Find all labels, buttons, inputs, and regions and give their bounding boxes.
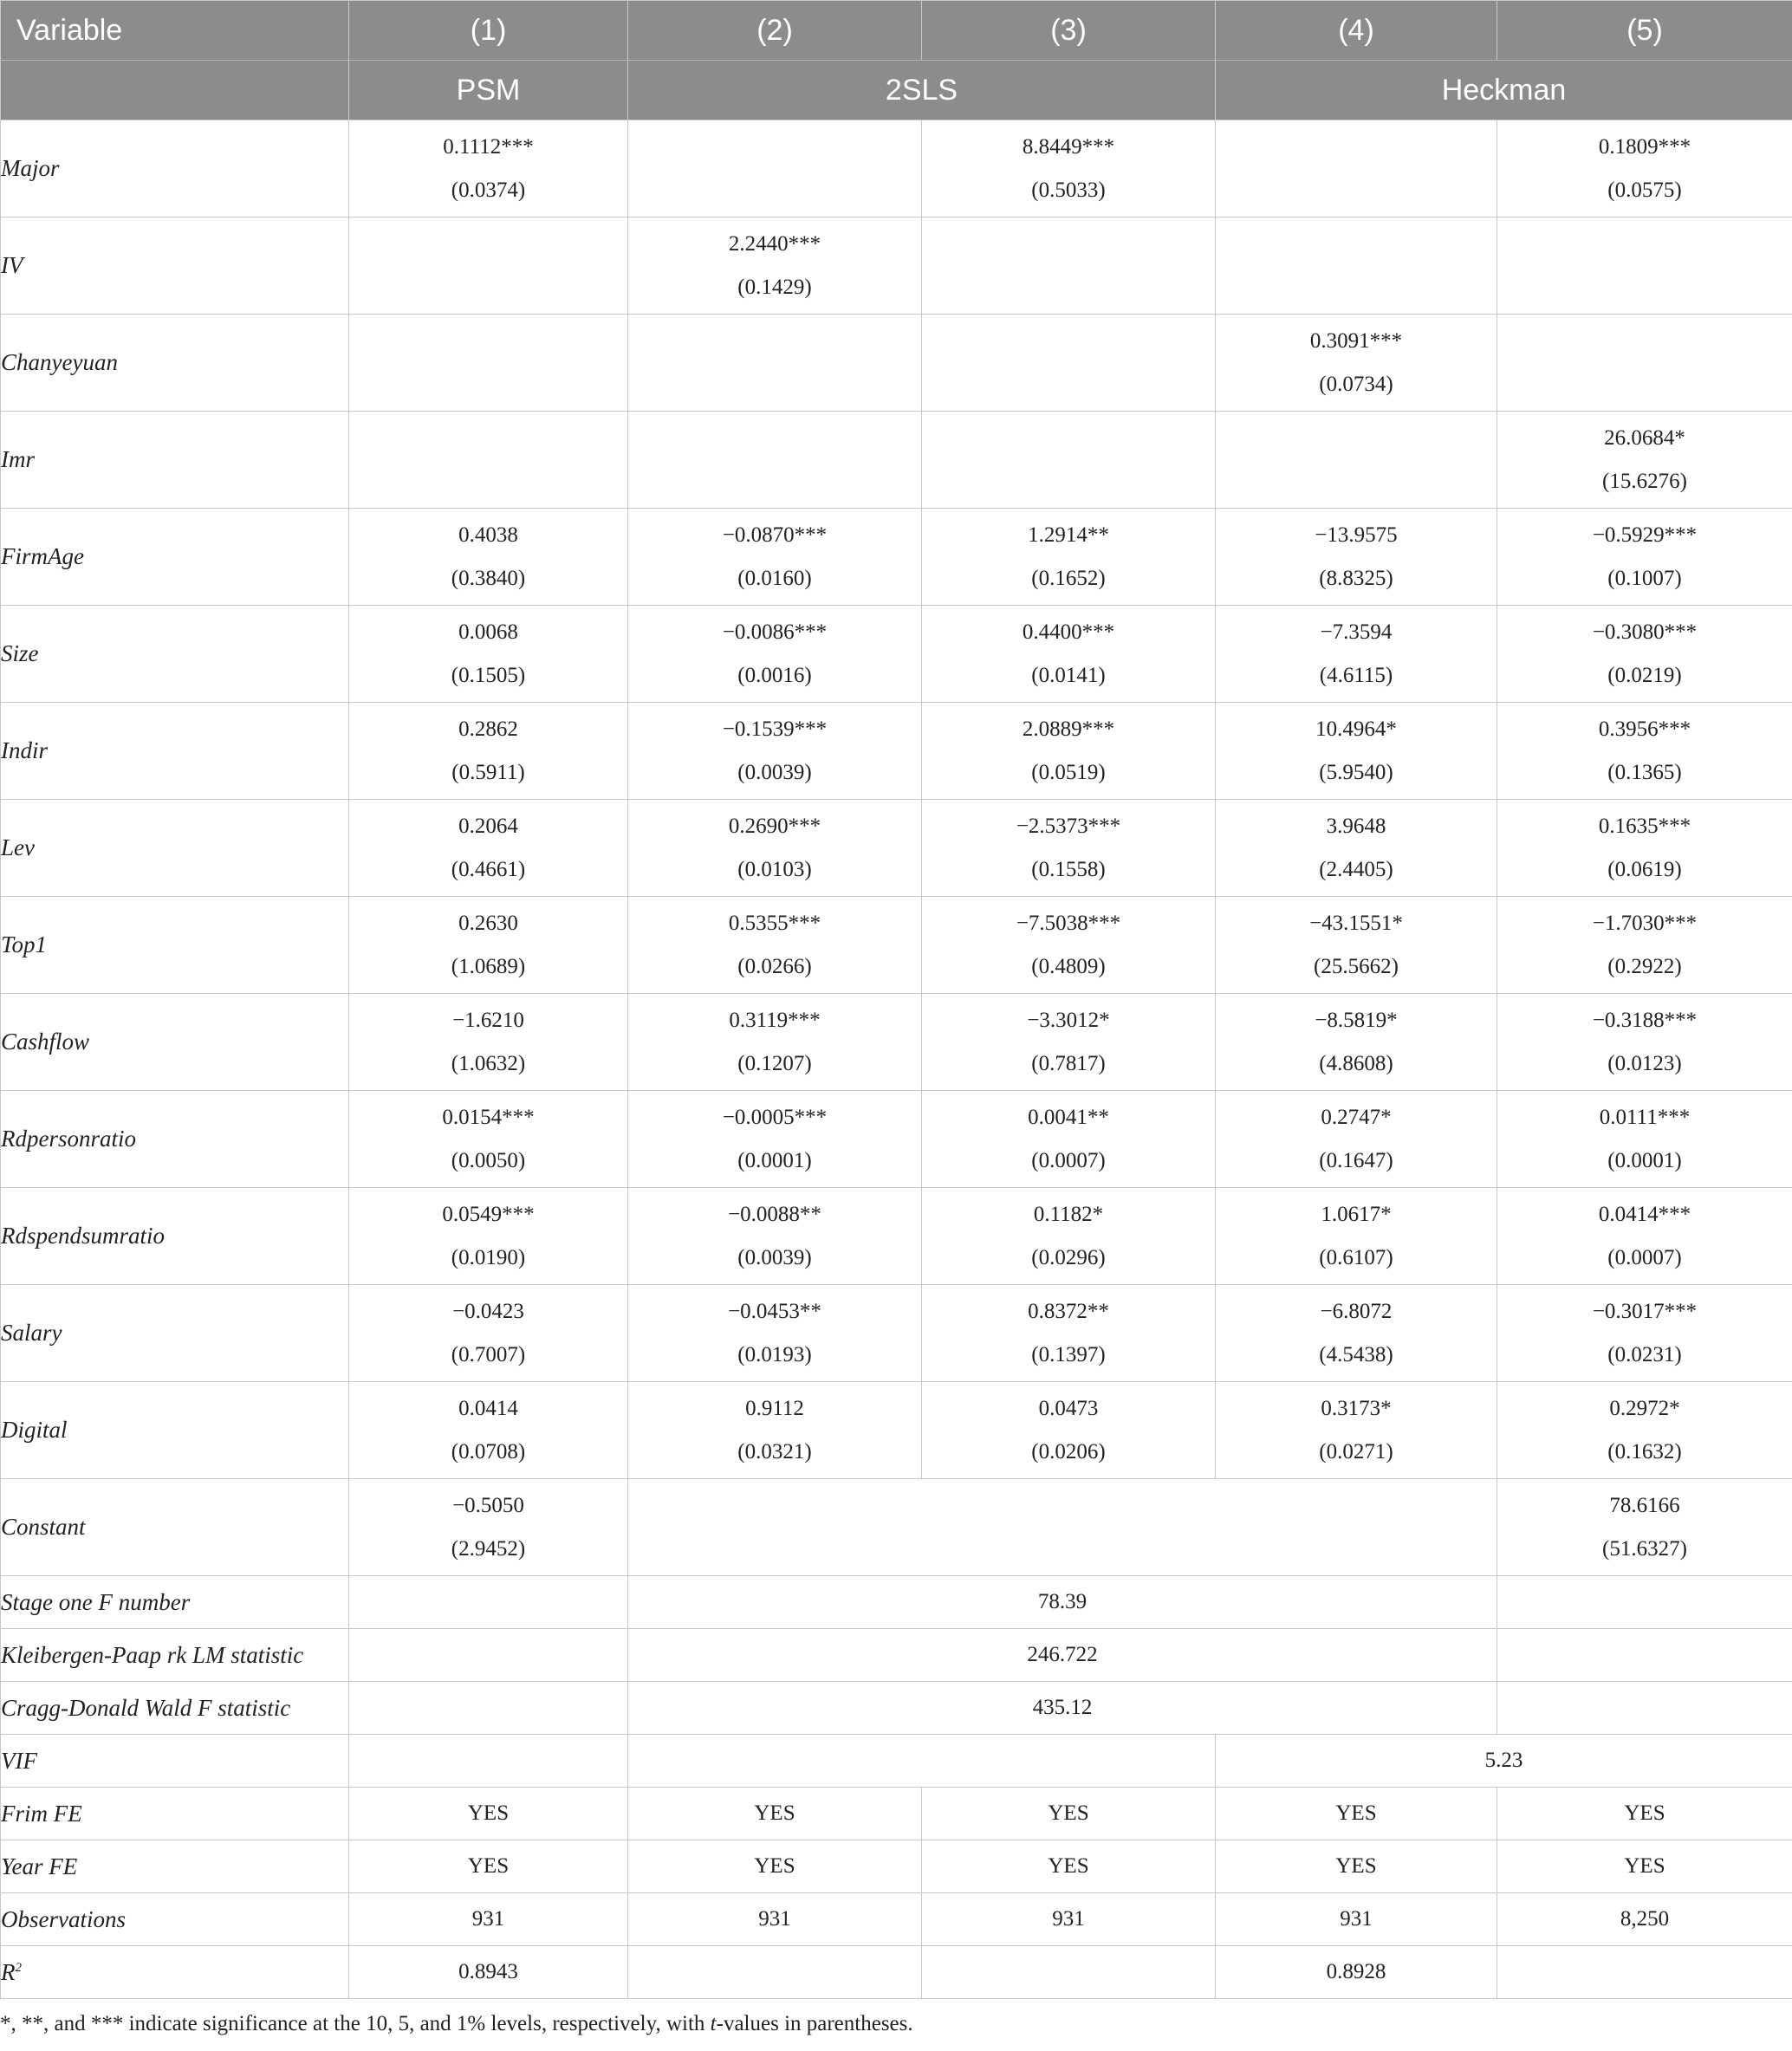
coef-cell	[1216, 897, 1497, 994]
coef-cell	[628, 897, 922, 994]
standard-error: (0.0123)	[1607, 1051, 1682, 1075]
table-row	[1, 1893, 1792, 1946]
coefficient: 0.0414	[458, 1396, 518, 1420]
coef-cell	[1497, 1479, 1792, 1576]
r-superscript: 2	[15, 1960, 22, 1975]
coef-cell	[1216, 606, 1497, 703]
coefficient: −0.5929***	[1592, 522, 1698, 547]
value-cell: YES	[349, 1788, 628, 1840]
coef-cell	[349, 800, 628, 897]
coef-cell	[922, 1382, 1216, 1479]
standard-error: (0.1558)	[1031, 857, 1106, 881]
coefficient: −43.1551*	[1309, 911, 1403, 935]
value-cell: 931	[349, 1893, 628, 1946]
coef-cell	[922, 509, 1216, 606]
standard-error: (0.0219)	[1607, 663, 1682, 687]
standard-error: (0.0039)	[737, 760, 812, 784]
coef-cell	[349, 1188, 628, 1285]
coef-cell	[1497, 1188, 1792, 1285]
value-cell: YES	[922, 1788, 1216, 1840]
coefficient: −0.0086***	[722, 620, 828, 644]
standard-error: (0.0190)	[451, 1245, 526, 1269]
coefficient: 10.4964*	[1315, 717, 1397, 741]
variable-name: FirmAge	[1, 509, 349, 606]
coef-cell	[1216, 315, 1497, 412]
table-row	[1, 509, 1792, 606]
coefficient: −7.3594	[1320, 620, 1393, 644]
coef-cell	[922, 217, 1216, 315]
coef-cell	[349, 120, 628, 217]
coef-cell	[1497, 994, 1792, 1091]
standard-error: (0.0141)	[1031, 663, 1106, 687]
coef-cell	[1497, 509, 1792, 606]
standard-error: (0.7817)	[1031, 1051, 1106, 1075]
standard-error: (0.0206)	[1031, 1439, 1106, 1464]
coef-cell	[349, 315, 628, 412]
coef-cell	[628, 1382, 922, 1479]
variable-name: Rdspendsumratio	[1, 1188, 349, 1285]
standard-error: (0.0321)	[737, 1439, 812, 1464]
coef-cell	[628, 606, 922, 703]
coef-cell	[922, 412, 1216, 509]
variable-name: Year FE	[1, 1840, 349, 1893]
standard-error: (1.0632)	[451, 1051, 526, 1075]
coef-cell	[1216, 1382, 1497, 1479]
coef-cell	[922, 120, 1216, 217]
standard-error: (0.0193)	[737, 1342, 812, 1366]
coefficient: −7.5038***	[1016, 911, 1121, 935]
value-cell: YES	[922, 1840, 1216, 1893]
coef-cell	[628, 994, 922, 1091]
coefficient: −2.5373***	[1016, 814, 1121, 838]
variable-name: Imr	[1, 412, 349, 509]
coefficient: 0.3119***	[729, 1008, 821, 1032]
coef-cell	[349, 1285, 628, 1382]
value-cell: 0.8943	[349, 1946, 628, 1999]
coefficient: −3.3012*	[1027, 1008, 1110, 1032]
value-cell: 0.8928	[1216, 1946, 1497, 1999]
standard-error: (0.0575)	[1607, 178, 1682, 202]
table-row	[1, 703, 1792, 800]
coefficient: 0.2747*	[1321, 1105, 1392, 1129]
variable-name: Rdpersonratio	[1, 1091, 349, 1188]
standard-error: (0.5911)	[451, 760, 525, 784]
r-letter: R	[1, 1958, 16, 1985]
variable-name: Indir	[1, 703, 349, 800]
standard-error: (0.4661)	[451, 857, 526, 881]
value-cell	[922, 1946, 1216, 1999]
value-cell: 931	[922, 1893, 1216, 1946]
value-cell	[349, 1735, 628, 1788]
coefficient: 0.0068	[458, 620, 518, 644]
coefficient: 0.4400***	[1022, 620, 1115, 644]
coefficient: −0.0005***	[722, 1105, 828, 1129]
coef-cell	[1497, 315, 1792, 412]
value-cell	[349, 1682, 628, 1735]
column-header-2: (2)	[628, 1, 922, 61]
standard-error: (4.8608)	[1319, 1051, 1393, 1075]
coefficient: 1.0617*	[1321, 1202, 1392, 1226]
value-cell: YES	[349, 1840, 628, 1893]
coef-cell	[1497, 1285, 1792, 1382]
group-header-heckman: Heckman	[1216, 61, 1792, 120]
coef-cell	[628, 412, 922, 509]
value-cell: YES	[1497, 1840, 1792, 1893]
coefficient: 0.0414***	[1598, 1202, 1691, 1226]
coef-cell	[349, 1479, 628, 1576]
standard-error: (0.1652)	[1031, 566, 1106, 590]
coef-cell	[628, 1479, 1497, 1576]
standard-error: (0.4809)	[1031, 954, 1106, 978]
coefficient: 0.4038	[458, 522, 518, 547]
standard-error: (0.1632)	[1607, 1439, 1682, 1464]
coef-cell	[349, 606, 628, 703]
coefficient: 1.2914**	[1028, 522, 1109, 547]
standard-error: (0.0001)	[737, 1148, 812, 1172]
table-row	[1, 120, 1792, 217]
coef-cell	[922, 1188, 1216, 1285]
value-cell	[1497, 1629, 1792, 1682]
value-cell: 931	[1216, 1893, 1497, 1946]
standard-error: (0.1007)	[1607, 566, 1682, 590]
standard-error: (0.0519)	[1031, 760, 1106, 784]
variable-name: Observations	[1, 1893, 349, 1946]
table-header	[1, 1, 1792, 120]
standard-error: (0.0103)	[737, 857, 812, 881]
coef-cell	[1216, 994, 1497, 1091]
header-row-columns	[1, 1, 1792, 61]
coef-cell	[628, 217, 922, 315]
coef-cell	[349, 1382, 628, 1479]
coef-cell	[922, 1285, 1216, 1382]
coefficient: 0.0154***	[442, 1105, 535, 1129]
standard-error: (0.1429)	[737, 275, 812, 299]
coef-cell	[628, 509, 922, 606]
coefficient: −0.1539***	[722, 717, 828, 741]
table-row	[1, 606, 1792, 703]
coefficient: −0.3188***	[1592, 1008, 1698, 1032]
standard-error: (0.1647)	[1319, 1148, 1393, 1172]
coef-cell	[922, 703, 1216, 800]
standard-error: (8.8325)	[1319, 566, 1393, 590]
coef-cell	[1216, 120, 1497, 217]
column-header-4: (4)	[1216, 1, 1497, 61]
standard-error: (0.5033)	[1031, 178, 1106, 202]
table-row-vif	[1, 1735, 1792, 1788]
table-row-r2	[1, 1946, 1792, 1999]
value-cell: YES	[1216, 1840, 1497, 1893]
coef-cell	[1497, 217, 1792, 315]
standard-error: (0.0231)	[1607, 1342, 1682, 1366]
standard-error: (0.2922)	[1607, 954, 1682, 978]
group-header-2sls: 2SLS	[628, 61, 1216, 120]
coef-cell	[922, 1091, 1216, 1188]
variable-name: Cragg-Donald Wald F statistic	[1, 1682, 349, 1735]
standard-error: (0.0296)	[1031, 1245, 1106, 1269]
standard-error: (0.0374)	[451, 178, 526, 202]
standard-error: (0.3840)	[451, 566, 526, 590]
footnote-text: *, **, and *** indicate significance at the 10, 5, and 1% levels, respectively, with	[0, 2012, 711, 2035]
coef-cell	[1497, 703, 1792, 800]
coefficient: 2.0889***	[1022, 717, 1115, 741]
value-cell: 435.12	[628, 1682, 1497, 1735]
coefficient: 0.1809***	[1598, 134, 1691, 159]
coefficient: 78.6166	[1609, 1493, 1680, 1517]
table-row	[1, 217, 1792, 315]
standard-error: (0.6107)	[1319, 1245, 1393, 1269]
standard-error: (4.6115)	[1319, 663, 1393, 687]
standard-error: (25.5662)	[1314, 954, 1399, 978]
r-squared-label	[1, 1946, 349, 1999]
standard-error: (5.9540)	[1319, 760, 1393, 784]
standard-error: (0.1207)	[737, 1051, 812, 1075]
coef-cell	[1216, 1091, 1497, 1188]
coefficient: 0.8372**	[1028, 1299, 1109, 1323]
coefficient: −13.9575	[1315, 522, 1398, 547]
coefficient: 2.2440***	[728, 231, 821, 256]
coefficient: 0.3956***	[1598, 717, 1691, 741]
value-cell: 78.39	[628, 1576, 1497, 1629]
variable-name: Constant	[1, 1479, 349, 1576]
variable-name: Salary	[1, 1285, 349, 1382]
standard-error: (0.0016)	[737, 663, 812, 687]
coef-cell	[922, 800, 1216, 897]
standard-error: (0.0001)	[1607, 1148, 1682, 1172]
coef-cell	[1216, 509, 1497, 606]
standard-error: (4.5438)	[1319, 1342, 1393, 1366]
coef-cell	[349, 994, 628, 1091]
value-cell	[1497, 1576, 1792, 1629]
coefficient: 0.0111***	[1599, 1105, 1691, 1129]
value-cell: 5.23	[1216, 1735, 1792, 1788]
coef-cell	[349, 897, 628, 994]
variable-name: Frim FE	[1, 1788, 349, 1840]
standard-error: (0.0266)	[737, 954, 812, 978]
coefficient: 3.9648	[1326, 814, 1386, 838]
footnote-text-end: -values in parentheses.	[716, 2012, 913, 2035]
coef-cell	[922, 315, 1216, 412]
standard-error: (0.0271)	[1319, 1439, 1393, 1464]
coef-cell	[628, 315, 922, 412]
coefficient: −0.0088**	[728, 1202, 821, 1226]
variable-name: Chanyeyuan	[1, 315, 349, 412]
coef-cell	[1216, 1285, 1497, 1382]
coefficient: −0.0453**	[728, 1299, 821, 1323]
value-cell	[1497, 1946, 1792, 1999]
table-row-stat	[1, 1629, 1792, 1682]
standard-error: (0.0708)	[451, 1439, 526, 1464]
coef-cell	[628, 1285, 922, 1382]
value-cell	[628, 1735, 1216, 1788]
coef-cell	[1497, 606, 1792, 703]
table-row	[1, 1188, 1792, 1285]
coefficient: −0.5050	[452, 1493, 524, 1517]
coefficient: 0.2972*	[1609, 1396, 1680, 1420]
value-cell: YES	[628, 1840, 922, 1893]
value-cell: YES	[1216, 1788, 1497, 1840]
table-body	[1, 120, 1792, 1999]
coef-cell	[1216, 217, 1497, 315]
coef-cell	[1497, 412, 1792, 509]
coef-cell	[1216, 412, 1497, 509]
coefficient: 0.9112	[745, 1396, 804, 1420]
table-row	[1, 800, 1792, 897]
coef-cell	[349, 703, 628, 800]
standard-error: (2.9452)	[451, 1536, 526, 1561]
standard-error: (0.1505)	[451, 663, 526, 687]
standard-error: (0.0734)	[1319, 372, 1393, 396]
table-row	[1, 315, 1792, 412]
table-row-constant	[1, 1479, 1792, 1576]
standard-error: (2.4405)	[1319, 857, 1393, 881]
table-footnote	[0, 2012, 1792, 2036]
coef-cell	[1497, 800, 1792, 897]
table-row-stat	[1, 1576, 1792, 1629]
coef-cell	[922, 994, 1216, 1091]
footnote-t-symbol: t	[710, 2012, 717, 2035]
standard-error: (0.7007)	[451, 1342, 526, 1366]
column-header-5: (5)	[1497, 1, 1792, 61]
coef-cell	[628, 1091, 922, 1188]
coefficient: 0.3173*	[1321, 1396, 1392, 1420]
coefficient: 0.1112***	[443, 134, 534, 159]
coefficient: −0.3080***	[1592, 620, 1698, 644]
coefficient: 8.8449***	[1022, 134, 1115, 159]
coef-cell	[628, 120, 922, 217]
coefficient: 0.3091***	[1309, 328, 1403, 353]
coefficient: −1.7030***	[1592, 911, 1698, 935]
value-cell: YES	[628, 1788, 922, 1840]
table-row	[1, 897, 1792, 994]
variable-name: Kleibergen-Paap rk LM statistic	[1, 1629, 349, 1682]
table-row	[1, 994, 1792, 1091]
table-row	[1, 1840, 1792, 1893]
coefficient: −0.0423	[452, 1299, 524, 1323]
coefficient: −8.5819*	[1315, 1008, 1398, 1032]
table-row	[1, 1382, 1792, 1479]
value-cell: 931	[628, 1893, 922, 1946]
coefficient: −1.6210	[452, 1008, 524, 1032]
table-row	[1, 1788, 1792, 1840]
header-row-groups	[1, 61, 1792, 120]
variable-name: Top1	[1, 897, 349, 994]
standard-error: (1.0689)	[451, 954, 526, 978]
variable-name: Lev	[1, 800, 349, 897]
variable-name: Size	[1, 606, 349, 703]
standard-error: (0.1397)	[1031, 1342, 1106, 1366]
standard-error: (0.0160)	[737, 566, 812, 590]
standard-error: (0.0007)	[1031, 1148, 1106, 1172]
table-row	[1, 1091, 1792, 1188]
variable-name: Stage one F number	[1, 1576, 349, 1629]
value-cell	[349, 1576, 628, 1629]
value-cell: 246.722	[628, 1629, 1497, 1682]
coefficient: 0.1182*	[1033, 1202, 1104, 1226]
coefficient: 0.2630	[458, 911, 518, 935]
value-cell	[1497, 1682, 1792, 1735]
coef-cell	[628, 800, 922, 897]
coefficient: 0.2862	[458, 717, 518, 741]
coefficient: 0.0473	[1038, 1396, 1099, 1420]
variable-name: Cashflow	[1, 994, 349, 1091]
table-row-stat	[1, 1682, 1792, 1735]
coef-cell	[349, 217, 628, 315]
value-cell: 8,250	[1497, 1893, 1792, 1946]
standard-error: (0.0007)	[1607, 1245, 1682, 1269]
column-header-3: (3)	[922, 1, 1216, 61]
variable-name: Digital	[1, 1382, 349, 1479]
variable-header: Variable	[1, 1, 349, 61]
coef-cell	[1216, 800, 1497, 897]
coefficient: 0.0041**	[1028, 1105, 1109, 1129]
coef-cell	[1497, 1382, 1792, 1479]
coefficient: −0.0870***	[722, 522, 828, 547]
coefficient: −6.8072	[1320, 1299, 1393, 1323]
column-header-1: (1)	[349, 1, 628, 61]
coefficient: 26.0684*	[1604, 425, 1685, 450]
coef-cell	[1497, 897, 1792, 994]
coef-cell	[628, 703, 922, 800]
standard-error: (15.6276)	[1602, 469, 1687, 493]
coef-cell	[349, 509, 628, 606]
variable-name: IV	[1, 217, 349, 315]
coefficient: 0.2690***	[728, 814, 821, 838]
standard-error: (51.6327)	[1602, 1536, 1687, 1561]
coef-cell	[349, 412, 628, 509]
standard-error: (0.0050)	[451, 1148, 526, 1172]
variable-name: Major	[1, 120, 349, 217]
coefficient: 0.2064	[458, 814, 518, 838]
standard-error: (0.1365)	[1607, 760, 1682, 784]
coefficient: −0.3017***	[1592, 1299, 1698, 1323]
coef-cell	[1497, 120, 1792, 217]
coef-cell	[1497, 1091, 1792, 1188]
coef-cell	[628, 1188, 922, 1285]
group-header-psm: PSM	[349, 61, 628, 120]
coef-cell	[1216, 1188, 1497, 1285]
coef-cell	[1216, 703, 1497, 800]
coefficient: 0.0549***	[442, 1202, 535, 1226]
coef-cell	[349, 1091, 628, 1188]
standard-error: (0.0039)	[737, 1245, 812, 1269]
coefficient: 0.1635***	[1598, 814, 1691, 838]
value-cell	[349, 1629, 628, 1682]
table-row	[1, 1285, 1792, 1382]
value-cell	[628, 1946, 922, 1999]
value-cell: YES	[1497, 1788, 1792, 1840]
coef-cell	[922, 606, 1216, 703]
coefficient: 0.5355***	[728, 911, 821, 935]
table-row	[1, 412, 1792, 509]
coef-cell	[922, 897, 1216, 994]
standard-error: (0.0619)	[1607, 857, 1682, 881]
header-blank	[1, 61, 349, 120]
variable-name: VIF	[1, 1735, 349, 1788]
